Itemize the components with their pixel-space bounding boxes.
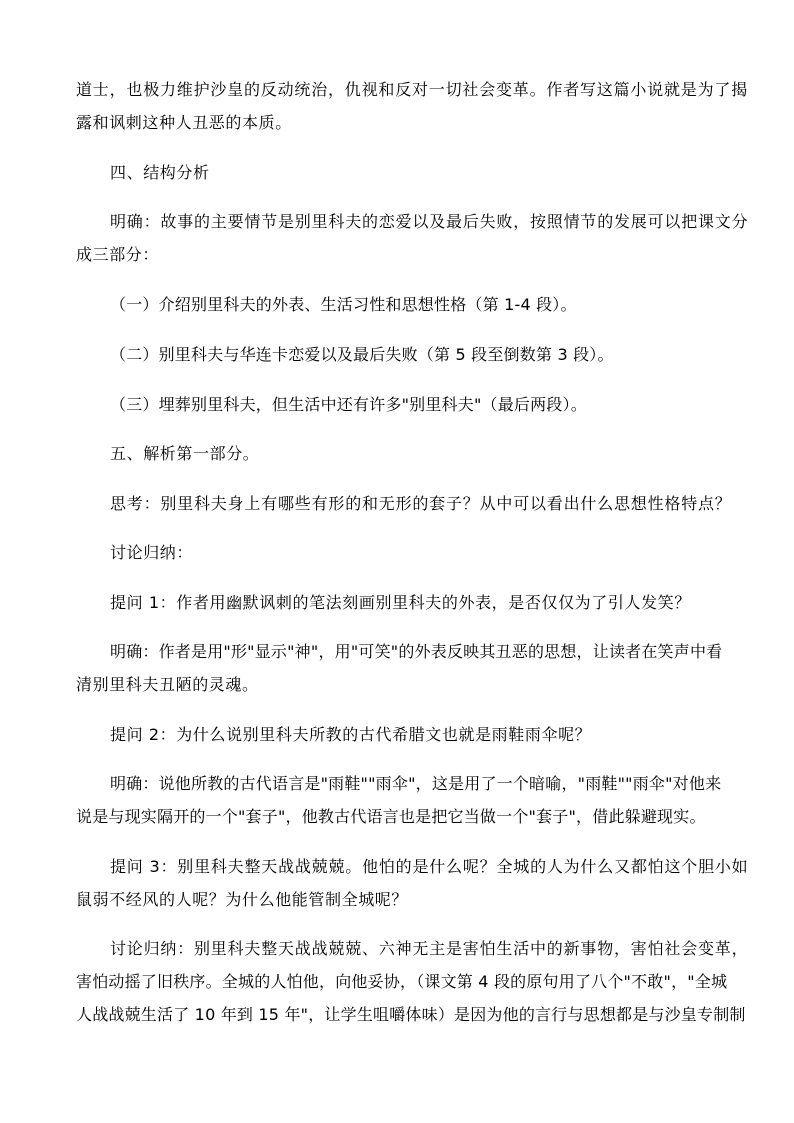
section-heading: 五、解析第一部分。 <box>110 444 260 463</box>
paragraph-line: 讨论归纳：别里科夫整天战战兢兢、六神无主是害怕生活中的新事物，害怕社会变革， <box>110 939 749 958</box>
list-item: （一）介绍别里科夫的外表、生活习性和思想性格（第 1-4 段）。 <box>110 295 577 314</box>
paragraph-line: 害怕动摇了旧秩序。全城的人怕他，向他妥协，（课文第 4 段的原句用了八个"不敢"，"全城 <box>76 972 728 991</box>
paragraph-line: 明确：说他所教的古代语言是"雨鞋""雨伞"，这是用了一个暗喻，"雨鞋""雨伞"对他来 <box>110 774 722 793</box>
paragraph-line: 成三部分： <box>76 245 160 264</box>
paragraph-line: 讨论归纳： <box>110 543 194 562</box>
list-item: （二）别里科夫与华连卡恋爱以及最后失败（第 5 段至倒数第 3 段）。 <box>110 345 614 364</box>
paragraph-line: 思考：别里科夫身上有哪些有形的和无形的套子？从中可以看出什么思想性格特点？ <box>110 494 732 513</box>
section-heading: 四、结构分析 <box>110 163 210 182</box>
paragraph-line: 提问 3：别里科夫整天战战兢兢。他怕的是什么呢？全城的人为什么又都怕这个胆小如 <box>110 857 749 876</box>
paragraph-line: 说是与现实隔开的一个"套子"，他教古代语言也是把它当做一个"套子"，借此躲避现实。 <box>76 807 706 826</box>
paragraph-line: 提问 2：为什么说别里科夫所教的古代希腊文也就是雨鞋雨伞呢？ <box>110 725 592 744</box>
paragraph-line: 道士，也极力维护沙皇的反动统治，仇视和反对一切社会变革。作者写这篇小说就是为了揭 <box>76 80 749 99</box>
paragraph-line: 鼠弱不经风的人呢？为什么他能管制全城呢？ <box>76 890 409 909</box>
paragraph-line: 人战战兢生活了 10 年到 15 年"，让学生咀嚼体味）是因为他的言行与思想都是与沙皇专制制 <box>76 1005 746 1024</box>
list-item: （三）埋葬别里科夫，但生活中还有许多"别里科夫"（最后两段）。 <box>110 395 587 414</box>
paragraph-line: 提问 1：作者用幽默讽刺的笔法刻画别里科夫的外表，是否仅仅为了引人发笑？ <box>110 593 691 612</box>
paragraph-line: 露和讽刺这种人丑恶的本质。 <box>76 113 292 132</box>
paragraph-line: 明确：作者是用"形"显示"神"，用"可笑"的外表反映其丑恶的思想，让读者在笑声中看 <box>110 642 723 661</box>
paragraph-line: 明确：故事的主要情节是别里科夫的恋爱以及最后失败，按照情节的发展可以把课文分 <box>110 212 749 231</box>
paragraph-line: 清别里科夫丑陋的灵魂。 <box>76 675 259 694</box>
